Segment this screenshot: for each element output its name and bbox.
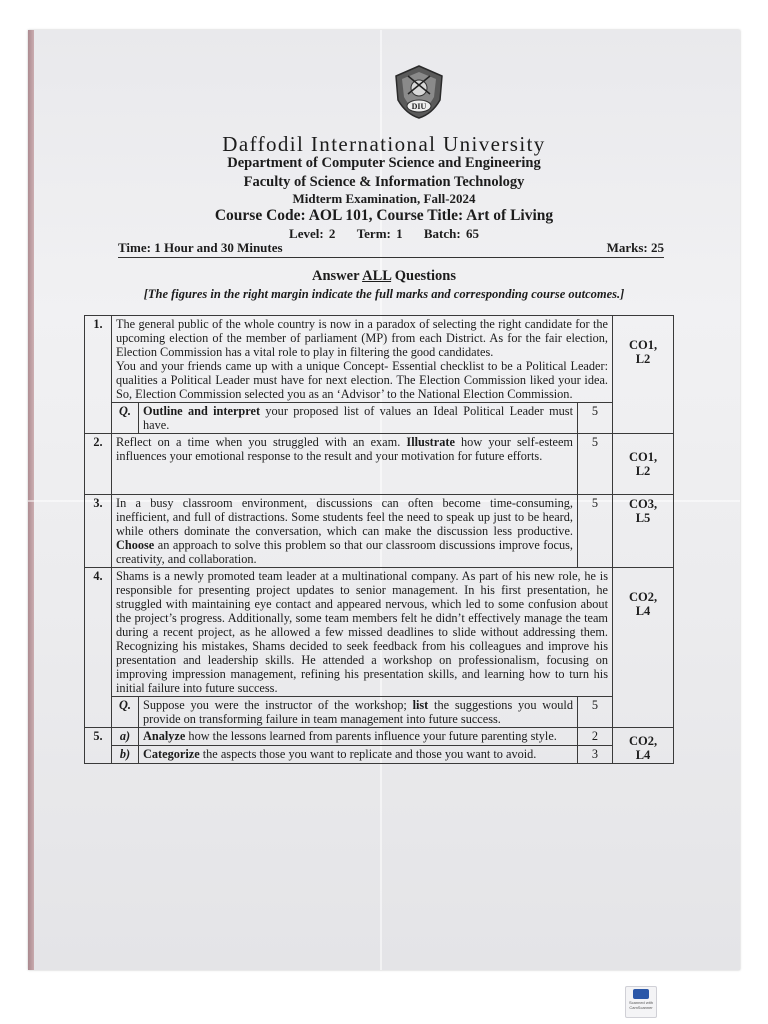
course-outcome: CO1, L2: [613, 316, 674, 434]
total-marks: Marks: 25: [606, 240, 664, 255]
question-row: [85, 434, 674, 495]
question-marks: 5: [578, 434, 613, 495]
exam-paper: [28, 30, 740, 970]
question-number: 5.: [85, 728, 112, 764]
questions-table: [84, 315, 674, 764]
figures-note: [The figures in the right margin indicate the full marks and corresponding course outcomes.]: [143, 287, 625, 301]
faculty-name: Faculty of Science & Information Technology: [243, 174, 525, 190]
sub-question-label: Q.: [112, 697, 139, 728]
exam-name: Midterm Examination, Fall-2024: [292, 191, 476, 206]
university-name: Daffodil International University: [222, 132, 546, 156]
question-marks: 5: [578, 403, 613, 434]
sub-question-row: [85, 728, 674, 746]
sub-question-row: [85, 746, 674, 764]
answer-instruction: Answer ALL Questions: [312, 268, 456, 284]
question-marks: 3: [578, 746, 613, 764]
question-marks: 2: [578, 728, 613, 746]
question-marks: 5: [578, 697, 613, 728]
question-row: [85, 568, 674, 697]
question-row: [85, 316, 674, 403]
sub-question-text: Analyze how the lessons learned from parents influence your future parenting style.: [139, 728, 578, 746]
course-outcome: CO1, L2: [613, 434, 674, 495]
sub-question-label: b): [112, 746, 139, 764]
term-text: Term: 1: [356, 226, 403, 241]
time-marks-row: [118, 240, 664, 258]
batch-text: Batch: 65: [423, 226, 479, 241]
time-text: Time: 1 Hour and 30 Minutes: [118, 240, 283, 255]
sub-question-text: Suppose you were the instructor of the workshop; list the suggestions you would provide on transforming failure in team management into future success.: [139, 697, 578, 728]
question-marks: 5: [578, 495, 613, 568]
question-row: [85, 495, 674, 568]
course-outcome: CO2, L4: [613, 728, 674, 764]
question-text: In a busy classroom environment, discussions can often become time-consuming, inefficient, and full of distractions. Some students feel the need to speak up just to be heard, while others dominate the conversation, which can make the discussion less productive. Choose an approach to solve this problem so that our classroom discussions improve focus, creativity, and collaboration.: [112, 495, 578, 568]
level-text: Level: 2: [289, 226, 336, 241]
sub-question-label: a): [112, 728, 139, 746]
university-logo-icon: [392, 64, 446, 120]
scanner-logo-icon: [633, 989, 649, 999]
sub-question-row: [85, 403, 674, 434]
course-info: Course Code: AOL 101, Course Title: Art of Living: [214, 207, 554, 224]
question-number: 1.: [85, 316, 112, 434]
course-outcome: CO2, L4: [613, 568, 674, 728]
question-text: Reflect on a time when you struggled with an exam. Illustrate how your self-esteem influences your emotional response to the result and your motivation for future efforts.: [112, 434, 578, 495]
question-number: 4.: [85, 568, 112, 728]
sub-question-text: Outline and interpret your proposed list of values an Ideal Political Leader must have.: [139, 403, 578, 434]
course-outcome: CO3, L5: [613, 495, 674, 568]
department-name: Department of Computer Science and Engineering: [227, 155, 541, 171]
sub-question-label: Q.: [112, 403, 139, 434]
svg-text:DIU: DIU: [411, 102, 427, 111]
sub-question-text: Categorize the aspects those you want to replicate and those you want to avoid.: [139, 746, 578, 764]
question-number: 2.: [85, 434, 112, 495]
question-text: The general public of the whole country is now in a paradox of selecting the right candidate for the upcoming election of the member of parliament (MP) from each District. As for the fair election, Election Commission has a vital role to play in filtering the good candidates. You and your friends came up with a unique Concept- Essential checklist to be a Political Leader: qualities a Political Leader must have for next election. The Election Commission liked your idea. So, Election Commission selected you as an ‘Advisor’ to the National Election Commission.: [112, 316, 613, 403]
question-text: Shams is a newly promoted team leader at a multinational company. As part of his new role, he is responsible for presenting project updates to senior management. In his first presentation, he struggled with maintaining eye contact and appeared nervous, which led to some confusion about the project’s progress. Additionally, some team members felt he didn’t effectively manage the team during a recent project, as he allowed a few missed deadlines to slide without addressing them. Recognizing his mistakes, Shams decided to seek feedback from his colleagues and improve his presentation and leadership skills. He attended a workshop on professionalism, focusing on improving impression management, refining his presentation skills, and learning how to turn his initial failure into future success.: [112, 568, 613, 697]
question-number: 3.: [85, 495, 112, 568]
scanner-badge: Scanned with CamScanner: [625, 986, 657, 1018]
sub-question-row: [85, 697, 674, 728]
